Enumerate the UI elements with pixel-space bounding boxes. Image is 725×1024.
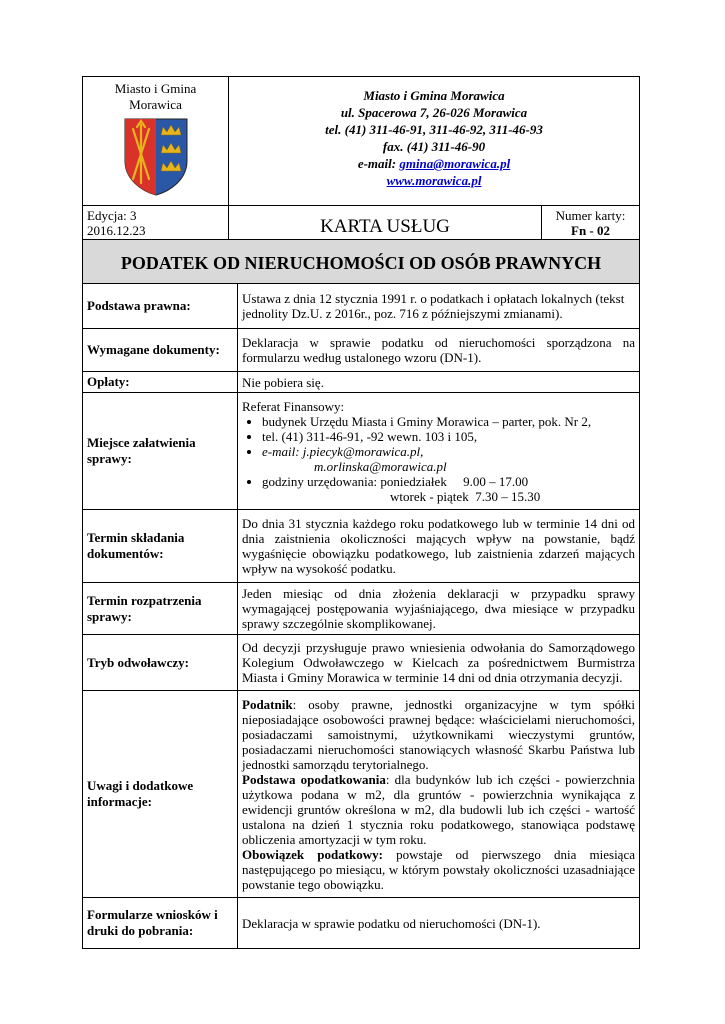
edition-date: 2016.12.23: [87, 223, 146, 238]
row-label-termin-rozpatrzenia: Termin rozpatrzenia sprawy:: [83, 583, 238, 635]
card-number-box: [542, 206, 639, 239]
row-value-formularze: Deklaracja w sprawie podatku od nieruchomości (DN-1).: [238, 898, 640, 949]
address-line-2: ul. Spacerowa 7, 26-026 Morawica: [340, 105, 528, 120]
location-list: [242, 414, 635, 504]
card-number-label: Numer karty:: [555, 208, 626, 223]
table-row: [83, 583, 640, 635]
table-row: [83, 898, 640, 949]
row-value-miejsce: [238, 393, 640, 510]
table-row: [83, 635, 640, 691]
contact-email-2[interactable]: m.orlinska@morawica.pl: [314, 458, 447, 474]
term-podstawa: Podstawa opodatkowania: [242, 771, 386, 787]
table-row: [83, 510, 640, 583]
row-value-uwagi: [238, 691, 640, 898]
edition-row: [82, 206, 640, 240]
text-podatnik: : osoby prawne, jednostki organizacyjne w tym spółki nieposiadające osobowości prawnej będące: właścicielami nieruchomości, posiadaczami samoistnymi, użytkownikami wieczystymi gruntów, posiadaczami nieruchomości stanowiących własność Skarbu Państwa lub jednostki samorządu terytorialnego.: [242, 696, 635, 772]
department-name: Referat Finansowy:: [242, 398, 345, 414]
address-line-4: fax. (41) 311-46-90: [382, 139, 486, 154]
list-item: [262, 444, 635, 474]
table-row: [83, 284, 640, 329]
row-label-tryb: Tryb odwoławczy:: [83, 635, 238, 691]
header-left: [83, 77, 229, 205]
row-value-podstawa: Ustawa z dnia 12 stycznia 1991 r. o podatkach i opłatach lokalnych (tekst jednolity Dz.U. z 2016r., poz. 716 z późniejszymi zmianami).: [238, 284, 640, 329]
service-table: [82, 283, 640, 949]
text-podstawa: : dla budynków lub ich części - powierzchnia użytkowa podana w m2, dla gruntów - powierzchnia wynikająca z ewidencji gruntów określona w m2, dla budowli lub ich części - wartość ustalona na dzień 1 stycznia roku podatkowego, stanowiąca podstawę obliczenia amortyzacji w tym roku.: [242, 771, 635, 847]
row-label-dokumenty: Wymagane dokumenty:: [83, 329, 238, 372]
office-hours-2: wtorek - piątek 7.30 – 15.30: [390, 488, 541, 504]
document-title: PODATEK OD NIERUCHOMOŚCI OD OSÓB PRAWNYCH: [82, 240, 640, 284]
coat-of-arms-icon: [121, 117, 191, 197]
row-label-podstawa: Podstawa prawna:: [83, 284, 238, 329]
row-value-tryb: Od decyzji przysługuje prawo wniesienia odwołania do Samorządowego Kolegium Odwoławczego w Kielcach za pośrednictwem Burmistrza Miasta i Gminy Morawica w terminie 14 dni od dnia otrzymania decyzji.: [238, 635, 640, 691]
header-address: [229, 77, 639, 205]
address-line-1: Miasto i Gmina Morawica: [363, 88, 505, 103]
address-line-3: tel. (41) 311-46-91, 311-46-92, 311-46-93: [325, 122, 543, 137]
table-row: [83, 393, 640, 510]
list-item: [262, 474, 635, 504]
row-label-miejsce: Miejsce załatwienia sprawy:: [83, 393, 238, 510]
paragraph-obowiazek: [242, 847, 635, 892]
row-label-formularze: Formularze wniosków i druki do pobrania:: [83, 898, 238, 949]
card-title: KARTA USŁUG: [229, 206, 542, 239]
paragraph-podstawa: [242, 772, 635, 847]
row-label-uwagi: Uwagi i dodatkowe informacje:: [83, 691, 238, 898]
email-line: [229, 155, 639, 172]
edition-number: Edycja: 3: [87, 208, 137, 223]
row-value-dokumenty: Deklaracja w sprawie podatku od nieruchomości sporządzona na formularzu według ustalonego wzoru (DN-1).: [238, 329, 640, 372]
row-label-oplaty: Opłaty:: [83, 372, 238, 393]
header-block: [82, 76, 640, 206]
table-row: [83, 372, 640, 393]
municipality-name: Miasto i Gmina Morawica: [114, 81, 197, 112]
text-obowiazek: powstaje od pierwszego dnia miesiąca następującego po miesiącu, w którym powstały okoliczności uzasadniające powstanie tego obowiązku.: [242, 846, 635, 892]
www-line: [229, 172, 639, 189]
contact-email-1[interactable]: e-mail: j.piecyk@morawica.pl,: [262, 443, 424, 459]
edition-info: [83, 206, 229, 239]
row-value-termin-skladania: Do dnia 31 stycznia każdego roku podatkowego lub w terminie 14 dni od dnia zaistnienia okoliczności mających wpływ na powstanie, bądź wygaśnięcie obowiązku podatkowego, lub zaistnienia zdarzeń mających wpływ na wysokość podatku.: [238, 510, 640, 583]
www-link[interactable]: www.morawica.pl: [386, 173, 482, 188]
row-value-oplaty: Nie pobiera się.: [238, 372, 640, 393]
term-podatnik: Podatnik: [242, 696, 293, 712]
row-value-termin-rozpatrzenia: Jeden miesiąc od dnia złożenia deklaracji w przypadku sprawy wymagającej postępowania wyjaśniającego, dwa miesiące w przypadku sprawy szczególnie skomplikowanej.: [238, 583, 640, 635]
table-row: [83, 691, 640, 898]
card-number: Fn - 02: [571, 223, 610, 238]
table-row: [83, 329, 640, 372]
paragraph-podatnik: [242, 697, 635, 772]
term-obowiazek: Obowiązek podatkowy:: [242, 846, 383, 862]
office-hours-1: godziny urzędowania: poniedziałek 9.00 – 17.00: [262, 473, 529, 489]
row-label-termin-skladania: Termin składania dokumentów:: [83, 510, 238, 583]
list-item: • budynek Urzędu Miasta i Gminy Morawica – parter, pok. Nr 2,: [262, 414, 635, 429]
email-label: e-mail:: [357, 156, 400, 171]
email-link[interactable]: gmina@morawica.pl: [399, 156, 511, 171]
list-item: • tel. (41) 311-46-91, -92 wewn. 103 i 105,: [262, 429, 635, 444]
service-card: [82, 76, 640, 949]
